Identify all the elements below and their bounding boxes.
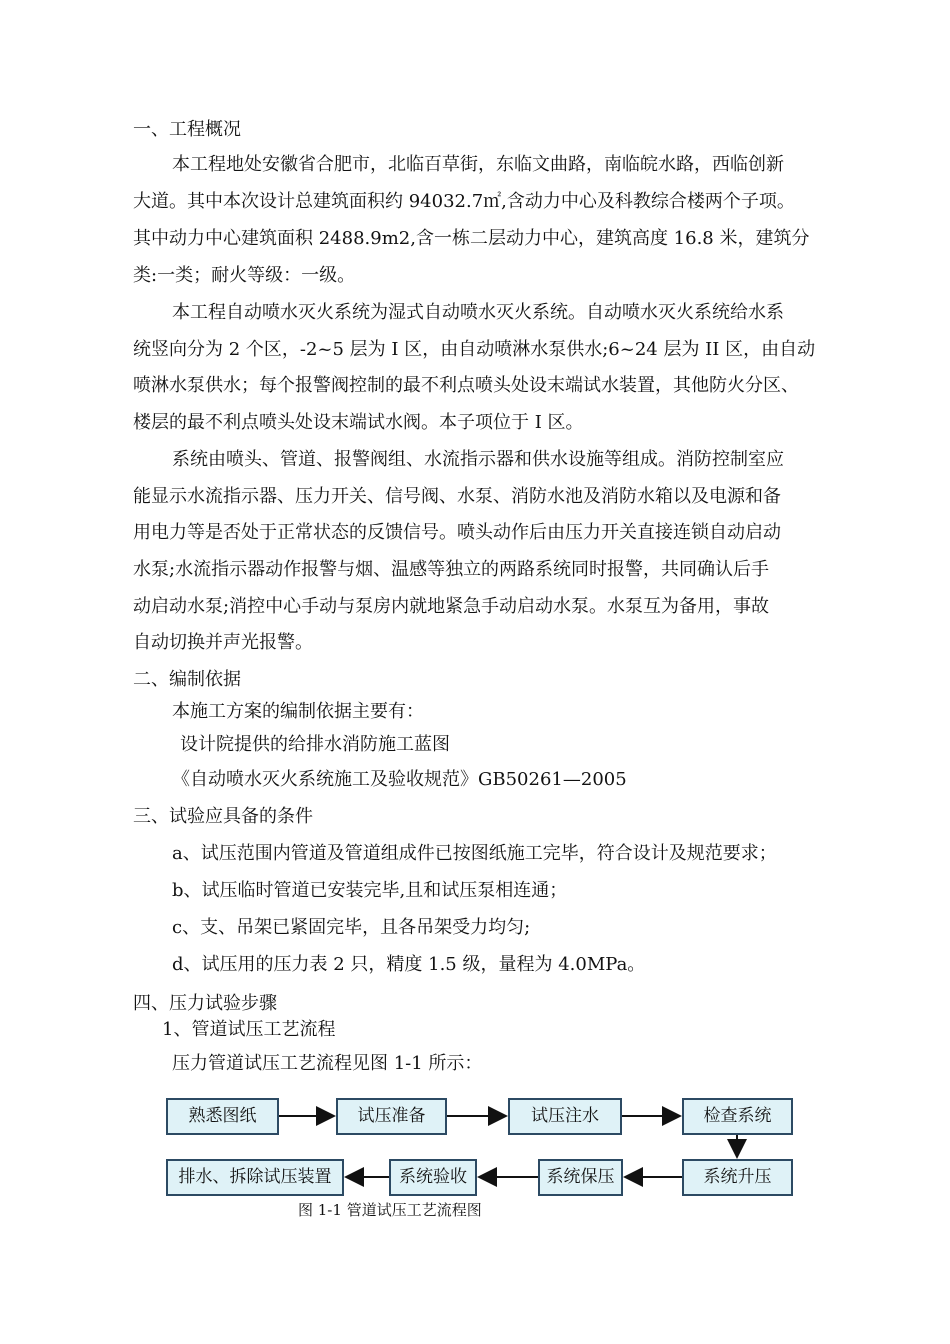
flow-step-1: 熟悉图纸 (166, 1098, 279, 1135)
paragraph-line: 系统由喷头、管道、报警阀组、水流指示器和供水设施等组成。消防控制室应 (172, 449, 784, 470)
paragraph-line: 动启动水泵;消控中心手动与泵房内就地紧急手动启动水泵。水泵互为备用，事故 (133, 596, 770, 617)
flow-step-6: 系统保压 (538, 1159, 623, 1196)
flow-step-7: 系统验收 (389, 1159, 477, 1196)
paragraph-line: 类:一类；耐火等级：一级。 (133, 265, 356, 286)
paragraph-line: 喷淋水泵供水；每个报警阀控制的最不利点喷头处设末端试水装置，其他防火分区、 (133, 375, 799, 396)
figure-caption: 图 1-1 管道试压工艺流程图 (298, 1201, 482, 1219)
paragraph-line: 大道。其中本次设计总建筑面积约 94032.7㎡,含动力中心及科教综合楼两个子项。 (133, 191, 795, 212)
section-3-heading: 三、试验应具备的条件 (133, 806, 313, 827)
list-item: b、试压临时管道已安装完毕,且和试压泵相连通； (172, 880, 568, 901)
paragraph-line: 其中动力中心建筑面积 2488.9m2,含一栋二层动力中心，建筑高度 16.8 米，建筑分 (133, 228, 810, 249)
flow-step-2: 试压准备 (336, 1098, 447, 1135)
paragraph-line: 自动切换并声光报警。 (133, 632, 313, 653)
list-item: d、试压用的压力表 2 只，精度 1.5 级，量程为 4.0MPa。 (172, 954, 646, 975)
paragraph-line: 本施工方案的编制依据主要有： (172, 701, 424, 722)
flow-step-8: 排水、拆除试压装置 (166, 1159, 344, 1196)
paragraph-line: 用电力等是否处于正常状态的反馈信号。喷头动作后由压力开关直接连锁自动启动 (133, 522, 781, 543)
paragraph-line: 水泵;水流指示器动作报警与烟、温感等独立的两路系统同时报警，共同确认后手 (133, 559, 770, 580)
list-item: 设计院提供的给排水消防施工蓝图 (180, 734, 450, 755)
flow-step-5: 系统升压 (682, 1159, 793, 1196)
paragraph-line: 本工程地处安徽省合肥市，北临百草街，东临文曲路，南临皖水路，西临创新 (172, 154, 784, 175)
paragraph-line: 能显示水流指示器、压力开关、信号阀、水泵、消防水池及消防水箱以及电源和备 (133, 486, 781, 507)
flow-step-4: 检查系统 (682, 1098, 793, 1135)
subsection-heading: 1、管道试压工艺流程 (162, 1019, 336, 1040)
paragraph-line: 压力管道试压工艺流程见图 1-1 所示： (172, 1053, 483, 1074)
list-item: c、支、吊架已紧固完毕，且各吊架受力均匀; (172, 917, 531, 938)
section-2-heading: 二、编制依据 (133, 669, 241, 690)
section-1-heading: 一、工程概况 (133, 119, 241, 140)
section-4-heading: 四、压力试验步骤 (133, 993, 277, 1014)
paragraph-line: 楼层的最不利点喷头处设末端试水阀。本子项位于 I 区。 (133, 412, 584, 433)
paragraph-line: 统竖向分为 2 个区，-2~5 层为 I 区，由自动喷淋水泵供水;6~24 层为 II 区，由自动 (133, 339, 816, 360)
paragraph-line: 本工程自动喷水灭火系统为湿式自动喷水灭火系统。自动喷水灭火系统给水系 (172, 302, 784, 323)
list-item: 《自动喷水灭火系统施工及验收规范》GB50261—2005 (172, 769, 627, 790)
flow-step-3: 试压注水 (508, 1098, 622, 1135)
list-item: a、试压范围内管道及管道组成件已按图纸施工完毕，符合设计及规范要求； (172, 843, 777, 864)
